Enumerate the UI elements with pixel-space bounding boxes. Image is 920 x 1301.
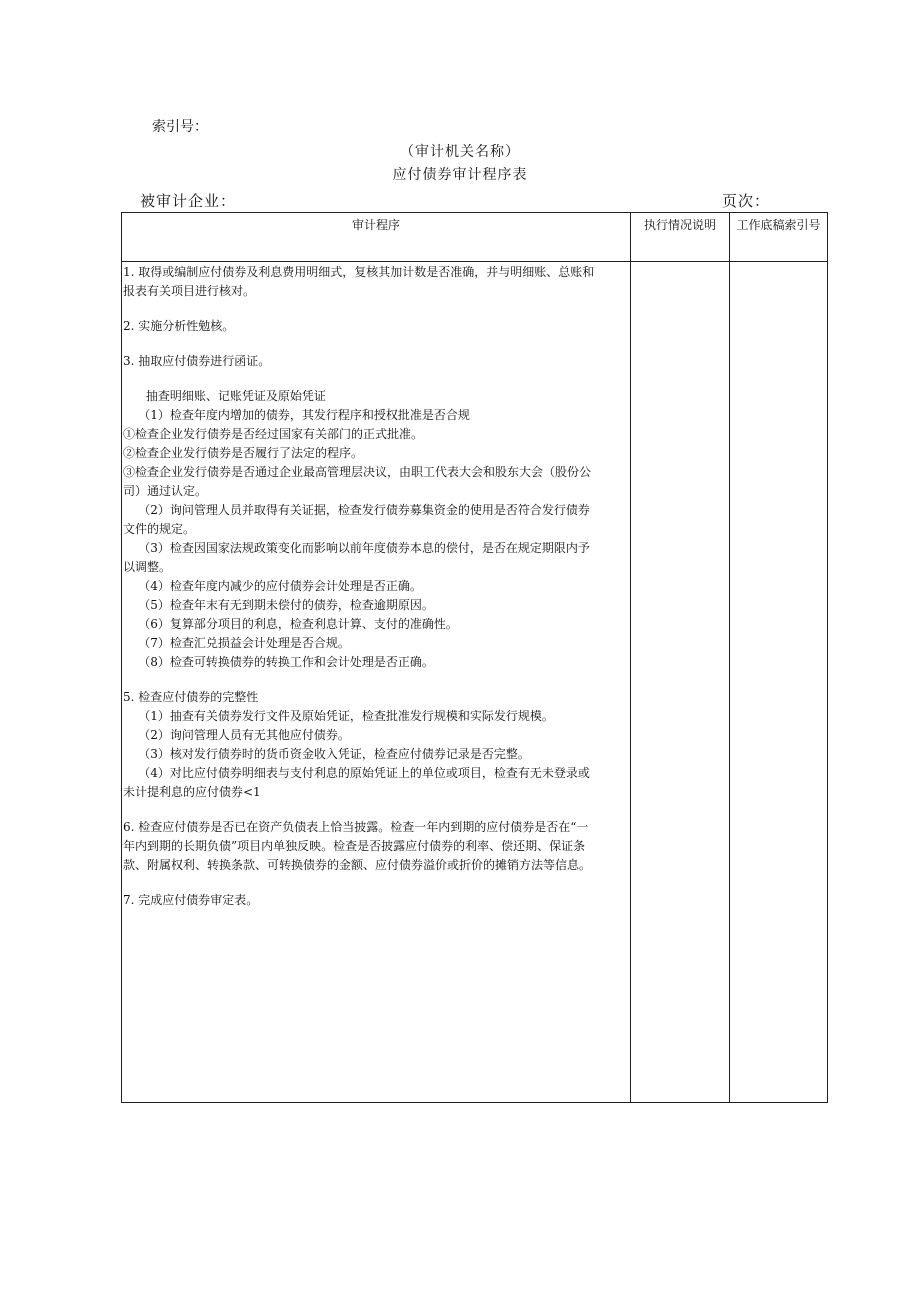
column-divider [729,213,730,1102]
procedure-line: ①检查企业发行债券是否经过国家有关部门的正式批准。 [123,427,424,441]
procedure-line: 2. 实施分析性勉核。 [123,319,235,333]
procedure-line: （1）抽查有关债券发行文件及原始凭证，检查批准发行规模和实际发行规模。 [123,709,554,723]
audit-org-name: （审计机关名称） [400,144,520,160]
line-spacer [123,672,629,688]
audited-company-label: 被审计企业： [140,192,237,210]
procedure-line: 3. 抽取应付债券进行函证。 [123,354,271,368]
procedure-line: ③检查企业发行债券是否通过企业最高管理层决议，由职工代表大会和股东大会（股份公 [123,465,592,479]
procedure-line: （7）检查汇兑损益会计处理是否合规。 [123,636,350,650]
procedure-line: （8）检查可转换债券的转换工作和会计处理是否正确。 [123,655,434,669]
procedure-line: （6）复算部分项目的利息，检查利息计算、支付的准确性。 [123,617,458,631]
line-spacer [123,875,629,891]
header-row-divider [122,261,827,262]
procedure-line: （5）检查年末有无到期未偿付的债券，检查逾期原因。 [123,598,434,612]
line-spacer [123,301,629,317]
procedure-line: 司）通过认定。 [123,484,208,498]
procedure-line: （1）检查年度内增加的债券，其发行程序和授权批准是否合规 [123,408,470,422]
procedure-line: 抽查明细账、记账凭证及原始凭证 [123,389,326,403]
procedure-line: （2）询问管理人员并取得有关证据，检查发行债券募集资金的使用是否符合发行债券 [123,503,590,517]
procedure-line: （4）检查年度内减少的应付债券会计处理是否正确。 [123,579,422,593]
column-header-execution: 执行情况说明 [643,218,716,232]
procedure-line: 未计提利息的应付债券<1 [123,785,261,799]
column-header-workpaper-index: 工作底稿索引号 [736,218,821,232]
procedure-line: 以调整。 [123,560,172,574]
procedure-line: 6. 检查应付债券是否已在资产负债表上恰当披露。检查一年内到期的应付债券是否在“一 [123,820,589,834]
procedure-line: 文件的规定。 [123,522,196,536]
line-spacer [123,336,629,352]
procedure-line: （2）询问管理人员有无其他应付债券。 [123,728,350,742]
procedure-list [123,263,629,910]
procedure-line: 7. 完成应付债券审定表。 [123,893,259,907]
audit-procedure-table [121,212,828,1103]
line-spacer [123,802,629,818]
procedure-line: 款、附属权利、转换条款、可转换债券的金额、应付债券溢价或折价的摊销方法等信息。 [123,858,592,872]
procedure-line: （3）核对发行债券时的货币资金收入凭证，检查应付债券记录是否完整。 [123,747,530,761]
procedure-line: ②检查企业发行债券是否履行了法定的程序。 [123,446,364,460]
procedure-line: （3）检查因国家法规政策变化而影响以前年度债券本息的偿付，是否在规定期限内予 [123,541,590,555]
procedure-line: 年内到期的长期负债”项目内单独反映。检查是否披露应付债券的利率、偿还期、保证条 [123,839,586,853]
index-number-label: 索引号： [152,119,208,135]
column-header-procedure: 审计程序 [351,218,400,232]
document-title: 应付债券审计程序表 [392,167,528,183]
procedure-line: （4）对比应付债券明细表与支付利息的原始凭证上的单位或项目，检查有无未登录或 [123,766,590,780]
procedure-line: 1. 取得或编制应付债券及利息费用明细式，复核其加计数是否准确，并与明细账、总账和 [123,265,595,279]
procedure-line: 5. 检查应付债券的完整性 [123,690,259,704]
column-divider [630,213,631,1102]
line-spacer [123,371,629,387]
procedure-line: 报表有关项目进行核对。 [123,284,256,298]
page-number-label: 页次： [722,192,771,210]
